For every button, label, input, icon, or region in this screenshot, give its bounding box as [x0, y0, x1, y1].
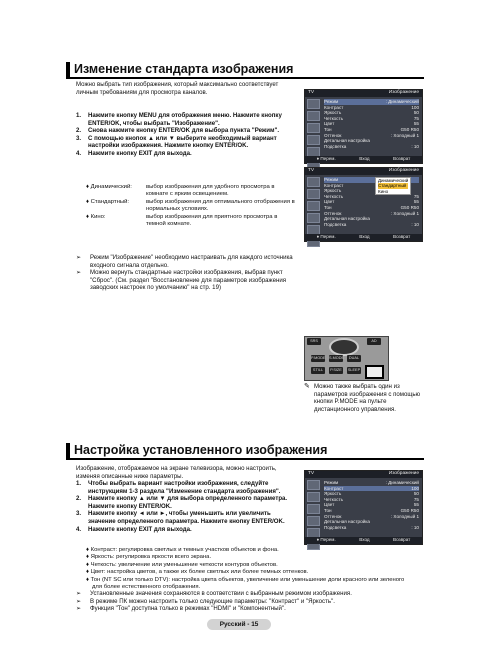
tv-osd-picture-menu-2: TV Изображение Режим Контраст Яркость Четкость 75 Цвет 55 Тон G50 R50 Оттенок : Холодный 1 Детальная настройка Подсветка : 10 Динамический Стандартный Кино ♦ Перем. Вход Возврат — [304, 167, 423, 242]
note-item: ➢ Режим "Изображение" необходимо настраивать для каждого источника входного сигнала отдельно. — [76, 254, 293, 269]
mode-option[interactable]: Стандартный — [378, 183, 408, 188]
remote-button: DUAL — [348, 356, 360, 360]
remote-control-image — [304, 336, 389, 381]
note-item: ➢ В режиме ПК можно настроить только следующие параметры: "Контраст" и "Яркость". — [76, 597, 335, 605]
step-item: 3. Нажмите кнопку ◄ или ►, чтобы уменьшить или увеличить значение определенного параметра. Нажмите кнопку ENTER/OK. — [76, 510, 285, 525]
param-item: ♦ Контраст: регулировка светлых и темных участков объектов и фона. — [86, 547, 279, 553]
note-arrow-icon: ➢ — [76, 605, 82, 613]
mode-option[interactable]: Кино — [378, 188, 389, 194]
step-item: 2. Нажмите кнопку ▲ или ▼ для выбора определенного параметра. Нажмите кнопку ENTER/OK. — [76, 495, 288, 510]
picture-parameters-list — [86, 547, 416, 591]
osd-footer: ♦ Перем. Вход Возврат — [305, 234, 422, 241]
section2-steps — [76, 480, 296, 533]
osd-rows: Режим : Динамический Контраст 100 Яркость 50 Четкость 75 Цвет 55 Тон G50 R50 Оттенок : Холодный 1 Детальная настройка Подсветка : 10 — [324, 480, 419, 530]
osd-tv-label: TV — [308, 90, 315, 95]
note-arrow-icon: ➢ — [76, 254, 82, 261]
step-item: 3. С помощью кнопок ▲ или ▼ выберите необходимый вариант настройки изображения. Нажмите кнопку ENTER/OK. — [76, 134, 277, 150]
note-item: ➢ Установленные значения сохраняются в соответствии с выбранным режимом изображения. — [76, 590, 352, 597]
note-pencil-icon: ✎ — [304, 383, 310, 390]
param-item: ♦ Цвет: настройка цветов, а также их более светлых или более темных оттенков. — [86, 569, 309, 576]
note-arrow-icon: ➢ — [76, 269, 82, 277]
remote-button: P.SIZE — [330, 368, 342, 372]
remote-button: P.MODE — [311, 356, 326, 360]
section1-notes — [76, 254, 301, 292]
tv-osd-picture-menu-3: TV Изображение Режим : Динамический Контраст 100 Яркость 50 Четкость 75 Цвет 55 Тон G50 R50 Оттенок : Холодный 1 Детальная настройка Подсветка : 10 ♦ Перем. Вход Возврат — [304, 470, 423, 545]
remote-tip: ✎ Можно также выбрать один из параметров изображения с помощью кнопки P.MODE на пульте дистанционного управления. — [304, 383, 421, 413]
remote-button: STILL — [312, 368, 324, 372]
osd-footer: ♦ Перем. Вход Возврат — [305, 156, 422, 163]
osd-footer: ♦ Перем. Вход Возврат — [305, 537, 422, 544]
section2-intro: Изображение, отображаемое на экране телевизора, можно настроить, изменяя описанные ниже параметры. — [76, 465, 277, 480]
param-item: ♦ Четкость: увеличение или уменьшение четкости контуров объектов. — [86, 561, 278, 568]
osd-row-contrast: Контраст 100 — [324, 485, 419, 491]
section1-steps — [76, 112, 301, 158]
step-item: 4. Нажмите кнопку EXIT для выхода. — [76, 525, 192, 533]
step-item: 1. Чтобы выбрать вариант настройки изображения, следуйте инструкциям 1-3 раздела "Изменение стандарта изображения". — [76, 480, 281, 495]
osd-rows: Режим Контраст Яркость Четкость 75 Цвет 55 Тон G50 R50 Оттенок : Холодный 1 Детальная настройка Подсветка : 10 — [324, 177, 419, 227]
step-item: 1. Нажмите кнопку MENU для отображения меню. Нажмите кнопку ENTER/OK, чтобы выбрать "Изображение". — [76, 112, 282, 127]
p-mode-highlight — [365, 365, 384, 379]
step-item: 4. Нажмите кнопку EXIT для выхода. — [76, 149, 192, 157]
step-item: 2. Снова нажмите кнопку ENTER/OK для выбора пункта "Режим". — [76, 127, 280, 135]
page-number: Русский - 15 — [207, 619, 271, 630]
osd-header: Изображение — [388, 90, 419, 95]
picture-modes-list — [86, 184, 296, 228]
section-title-picture-mode: Изменение стандарта изображения — [66, 62, 424, 79]
note-arrow-icon: ➢ — [76, 597, 82, 605]
mode-row: ♦ Динамический: выбор изображения для удобного просмотра в комнате с ярким освещением. — [86, 184, 275, 198]
note-item: ➢ Можно вернуть стандартные настройки изображения, выбрав пункт "Сброс". (См. раздел "Восстановление для параметров изображения заводских настроек по умолчанию" на стр. 19) — [76, 269, 287, 292]
osd-rows: Режим : Динамический Контраст 100 Яркость 50 Четкость 75 Цвет 55 Тон G50 R50 Оттенок : Холодный 1 Детальная настройка Подсветка : 10 — [324, 99, 419, 149]
mode-dropdown-popup[interactable] — [375, 177, 411, 195]
remote-button: SRS — [307, 338, 321, 345]
section1-intro: Можно выбрать тип изображения, который максимально соответствует личным требованиям для просмотра каналов. — [76, 81, 279, 96]
param-item: ♦ Яркость: регулировка яркости всего экрана. — [86, 554, 212, 561]
param-item: ♦ Тон (NT SC или только DTV): настройка цвета объектов, увеличение или уменьшение доли красного или зеленого для более естественного отображения. — [86, 576, 405, 591]
note-item: ➢ Функция "Тон" доступна только в режимах "HDMI" и "Компонентный". — [76, 605, 286, 613]
remote-button: AD — [367, 338, 381, 345]
section2-notes — [76, 590, 421, 613]
note-arrow-icon: ➢ — [76, 590, 82, 597]
mode-row: ♦ Кино: выбор изображения для приятного просмотра в темной комнате. — [86, 213, 278, 228]
remote-button: SLEEP — [347, 368, 361, 372]
remote-button: S.MODE — [329, 356, 344, 360]
section-title-picture-settings: Настройка установленного изображения — [66, 443, 424, 460]
mode-row: ♦ Стандартный: выбор изображения для оптимального отображения в нормальных условиях. — [86, 198, 295, 213]
remote-dpad — [329, 338, 359, 356]
osd-row-mode: Режим : Динамический — [324, 99, 419, 104]
mode-option[interactable]: Динамический — [378, 178, 409, 183]
tv-osd-picture-menu-1 — [304, 89, 423, 164]
